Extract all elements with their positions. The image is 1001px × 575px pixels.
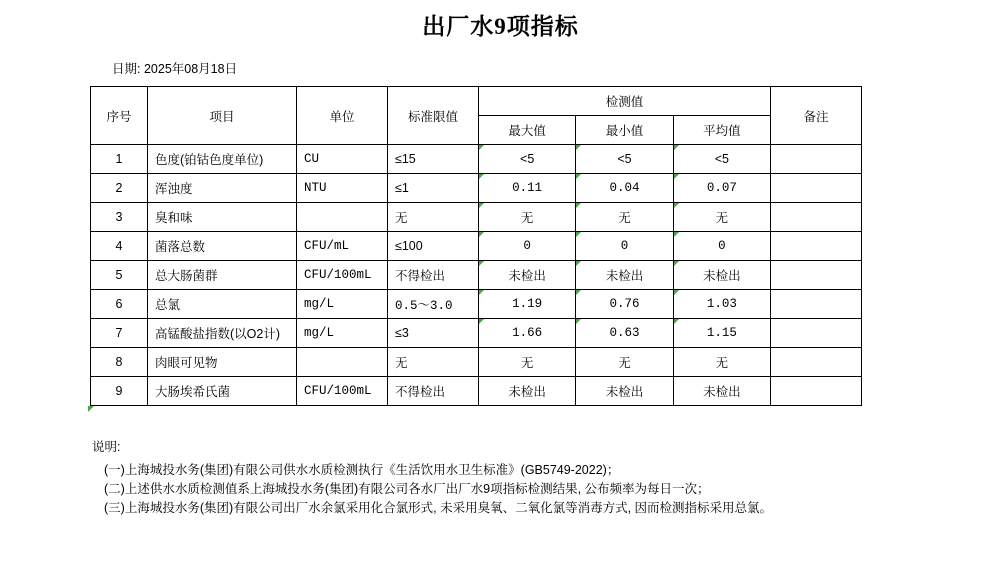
cell-avg [673, 261, 770, 290]
table-row [91, 377, 862, 406]
cell-item: 臭和味 [148, 203, 297, 232]
cell-corner-marker [576, 290, 581, 295]
cell-max [479, 174, 576, 203]
cell-seq: 8 [91, 348, 148, 377]
cell-min-text: <5 [617, 152, 632, 166]
cell-unit: mg/L [297, 290, 388, 319]
cell-seq: 2 [91, 174, 148, 203]
header-unit: 单位 [297, 87, 388, 145]
cell-standard: ≤3 [388, 319, 479, 348]
cell-item: 浑浊度 [148, 174, 297, 203]
table-row [91, 290, 862, 319]
cell-corner-marker [576, 203, 581, 208]
header-avg: 平均值 [673, 116, 770, 145]
notes-line: (三)上海城投水务(集团)有限公司出厂水余氯采用化合氯形式, 未采用臭氧、二氧化氯等消毒方式, 因而检测指标采用总氯。 [104, 501, 773, 515]
cell-max-text: 未检出 [508, 269, 546, 283]
cell-unit: CFU/100mL [297, 377, 388, 406]
cell-max [479, 203, 576, 232]
cell-corner-marker [576, 261, 581, 266]
header-detection: 检测值 [479, 87, 771, 116]
cell-max-text: 1.19 [512, 297, 543, 311]
cell-corner-marker [674, 145, 679, 150]
cell-avg [673, 319, 770, 348]
cell-note [771, 290, 862, 319]
cell-item: 高锰酸盐指数(以O2计) [148, 319, 297, 348]
date-label: 日期: [112, 62, 141, 76]
table-row [91, 319, 862, 348]
cell-corner-marker [479, 145, 484, 150]
cell-corner-marker [479, 174, 484, 179]
cell-corner-marker [479, 232, 484, 237]
page-title: 出厂水9项指标 [422, 14, 579, 39]
cell-min [576, 232, 673, 261]
cell-corner-marker [479, 261, 484, 266]
cell-max: 无 [479, 348, 576, 377]
cell-max [479, 290, 576, 319]
cell-note [771, 261, 862, 290]
cell-seq: 4 [91, 232, 148, 261]
cell-seq: 1 [91, 145, 148, 174]
cell-standard: 不得检出 [388, 261, 479, 290]
cell-unit: CFU/100mL [297, 261, 388, 290]
cell-corner-marker [576, 174, 581, 179]
notes-title: 说明: [92, 440, 121, 454]
header-note: 备注 [771, 87, 862, 145]
cell-corner-marker [674, 232, 679, 237]
header-standard: 标准限值 [388, 87, 479, 145]
cell-note [771, 174, 862, 203]
cell-standard: 0.5～3.0 [388, 290, 479, 319]
table-row [91, 145, 862, 174]
header-max: 最大值 [479, 116, 576, 145]
cell-min-text: 0 [620, 239, 629, 253]
cell-max-text: <5 [520, 152, 535, 166]
cell-avg-text: 1.03 [706, 297, 737, 311]
cell-min-text: 0.63 [609, 326, 640, 340]
cell-standard: 无 [388, 348, 479, 377]
cell-max: 未检出 [479, 377, 576, 406]
cell-item: 菌落总数 [148, 232, 297, 261]
cell-max-text: 0 [523, 239, 531, 253]
cell-corner-marker [674, 261, 679, 266]
table-row [91, 174, 862, 203]
header-row-top [91, 87, 862, 116]
cell-max [479, 319, 576, 348]
cell-unit [297, 203, 388, 232]
table-row [91, 348, 862, 377]
table-header [91, 87, 862, 145]
cell-corner-marker [674, 290, 679, 295]
cell-avg-text: 无 [715, 211, 729, 225]
notes-line: (一)上海城投水务(集团)有限公司供水水质检测执行《生活饮用水卫生标准》(GB5749-2022)； [104, 463, 620, 477]
cell-unit: CFU/mL [297, 232, 388, 261]
cell-corner-marker [674, 174, 679, 179]
cell-min-text: 0.76 [609, 297, 640, 311]
cell-avg-text: 1.15 [706, 326, 737, 340]
cell-item: 大肠埃希氏菌 [148, 377, 297, 406]
cell-avg [673, 203, 770, 232]
cell-corner-marker [674, 319, 679, 324]
cell-seq: 6 [91, 290, 148, 319]
cell-avg [673, 232, 770, 261]
cell-min-text: 无 [618, 211, 631, 225]
cell-avg: 无 [673, 348, 770, 377]
notes-line: (二)上述供水水质检测值系上海城投水务(集团)有限公司各水厂出厂水9项指标检测结果, 公布频率为每日一次； [104, 482, 710, 496]
date-line [112, 59, 1001, 77]
cell-note [771, 319, 862, 348]
cell-avg [673, 145, 770, 174]
cell-max-text: 无 [520, 211, 534, 225]
cell-note [771, 203, 862, 232]
cell-min [576, 290, 673, 319]
cell-note [771, 145, 862, 174]
green-marker-icon [88, 406, 94, 412]
cell-seq: 5 [91, 261, 148, 290]
cell-min: 无 [576, 348, 673, 377]
indicators-table [90, 86, 862, 406]
cell-avg-text: 未检出 [703, 269, 741, 283]
cell-standard: 无 [388, 203, 479, 232]
cell-min [576, 145, 673, 174]
cell-corner-marker [479, 203, 484, 208]
cell-min: 未检出 [576, 377, 673, 406]
cell-corner-marker [576, 319, 581, 324]
cell-min [576, 319, 673, 348]
cell-unit: CU [297, 145, 388, 174]
cell-corner-marker [479, 319, 484, 324]
table-row [91, 232, 862, 261]
indicators-table-wrap [90, 86, 862, 406]
cell-avg: 未检出 [673, 377, 770, 406]
date-value: 2025年08月18日 [143, 62, 238, 76]
notes-section [92, 438, 1001, 518]
cell-avg [673, 290, 770, 319]
cell-avg-text: 0 [718, 239, 726, 253]
header-min: 最小值 [576, 116, 673, 145]
cell-unit [297, 348, 388, 377]
cell-item: 总大肠菌群 [148, 261, 297, 290]
cell-item: 肉眼可见物 [148, 348, 297, 377]
cell-max-text: 0.11 [512, 181, 543, 195]
cell-min-text: 未检出 [605, 269, 644, 283]
cell-corner-marker [576, 145, 581, 150]
cell-max [479, 261, 576, 290]
cell-item: 总氯 [148, 290, 297, 319]
cell-seq: 3 [91, 203, 148, 232]
cell-seq: 7 [91, 319, 148, 348]
cell-avg [673, 174, 770, 203]
cell-min-text: 0.04 [609, 181, 640, 195]
cell-corner-marker [479, 290, 484, 295]
cell-standard: ≤15 [388, 145, 479, 174]
cell-min [576, 174, 673, 203]
table-row [91, 261, 862, 290]
header-seq: 序号 [91, 87, 148, 145]
cell-standard: ≤100 [388, 232, 479, 261]
cell-note [771, 232, 862, 261]
table-body [91, 145, 862, 406]
cell-unit: mg/L [297, 319, 388, 348]
cell-standard: ≤1 [388, 174, 479, 203]
cell-min [576, 203, 673, 232]
cell-note [771, 348, 862, 377]
cell-avg-text: <5 [714, 152, 729, 166]
cell-min [576, 261, 673, 290]
cell-avg-text: 0.07 [706, 181, 737, 195]
header-item: 项目 [148, 87, 297, 145]
table-row [91, 203, 862, 232]
cell-max [479, 232, 576, 261]
cell-max [479, 145, 576, 174]
cell-item: 色度(铂钴色度单位) [148, 145, 297, 174]
document-page [0, 8, 1001, 575]
cell-seq: 9 [91, 377, 148, 406]
cell-corner-marker [674, 203, 679, 208]
cell-corner-marker [576, 232, 581, 237]
cell-max-text: 1.66 [512, 326, 543, 340]
cell-note [771, 377, 862, 406]
cell-standard: 不得检出 [388, 377, 479, 406]
cell-unit: NTU [297, 174, 388, 203]
